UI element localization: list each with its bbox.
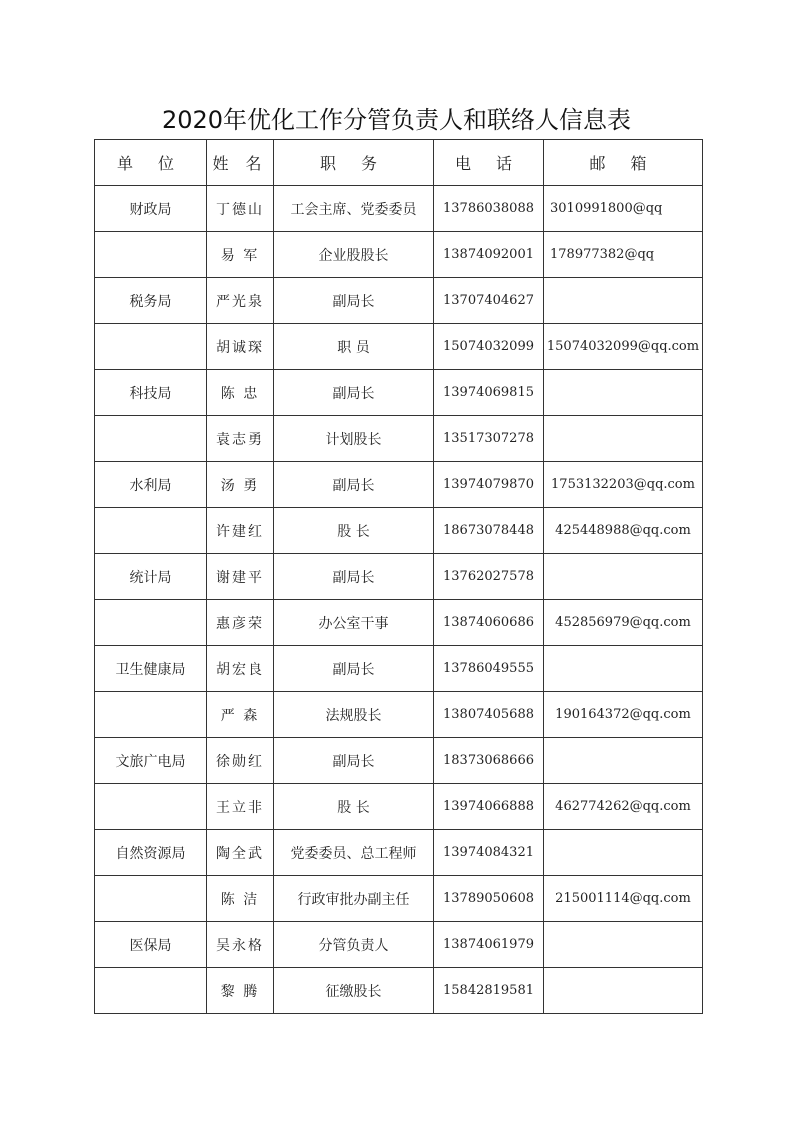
phone-cell: 13786038088 [434, 186, 544, 232]
phone-cell: 13974079870 [434, 462, 544, 508]
phone-cell: 18673078448 [434, 508, 544, 554]
header-name: 姓 名 [207, 140, 274, 186]
header-position: 职 务 [274, 140, 434, 186]
email-cell [544, 646, 703, 692]
name-cell: 陶全武 [207, 830, 274, 876]
email-cell: 178977382@qq [544, 232, 703, 278]
unit-cell: 卫生健康局 [95, 646, 207, 692]
table-row [95, 646, 703, 692]
table-row [95, 600, 703, 646]
phone-cell: 13974069815 [434, 370, 544, 416]
phone-cell: 13517307278 [434, 416, 544, 462]
table-row [95, 462, 703, 508]
header-unit: 单 位 [95, 140, 207, 186]
table-row [95, 738, 703, 784]
table-row [95, 186, 703, 232]
unit-cell [95, 692, 207, 738]
contact-table [94, 139, 703, 1014]
email-cell: 15074032099@qq.com [544, 324, 703, 370]
phone-cell: 13807405688 [434, 692, 544, 738]
position-cell: 征缴股长 [274, 968, 434, 1014]
table-row [95, 784, 703, 830]
phone-cell: 13974084321 [434, 830, 544, 876]
phone-cell: 13874061979 [434, 922, 544, 968]
email-cell [544, 922, 703, 968]
phone-cell: 13974066888 [434, 784, 544, 830]
name-cell: 吴永格 [207, 922, 274, 968]
table-row [95, 232, 703, 278]
email-cell [544, 968, 703, 1014]
unit-cell [95, 508, 207, 554]
phone-cell: 13874092001 [434, 232, 544, 278]
position-cell: 副局长 [274, 370, 434, 416]
position-cell: 副局长 [274, 738, 434, 784]
position-cell: 副局长 [274, 646, 434, 692]
email-cell [544, 370, 703, 416]
unit-cell [95, 416, 207, 462]
phone-cell: 15074032099 [434, 324, 544, 370]
header-row [95, 140, 703, 186]
table-row [95, 876, 703, 922]
unit-cell: 财政局 [95, 186, 207, 232]
table-row [95, 324, 703, 370]
name-cell: 丁德山 [207, 186, 274, 232]
phone-cell: 13762027578 [434, 554, 544, 600]
table-row [95, 508, 703, 554]
email-cell: 425448988@qq.com [544, 508, 703, 554]
name-cell: 严 森 [207, 692, 274, 738]
position-cell: 计划股长 [274, 416, 434, 462]
position-cell: 股 长 [274, 508, 434, 554]
phone-cell: 13786049555 [434, 646, 544, 692]
header-email: 邮 箱 [544, 140, 703, 186]
phone-cell: 13707404627 [434, 278, 544, 324]
table-row [95, 968, 703, 1014]
name-cell: 严光泉 [207, 278, 274, 324]
table-row [95, 278, 703, 324]
document-title: 2020年优化工作分管负责人和联络人信息表 [161, 106, 632, 134]
name-cell: 谢建平 [207, 554, 274, 600]
name-cell: 胡宏良 [207, 646, 274, 692]
phone-cell: 13789050608 [434, 876, 544, 922]
name-cell: 陈 洁 [207, 876, 274, 922]
position-cell: 副局长 [274, 554, 434, 600]
unit-cell: 医保局 [95, 922, 207, 968]
unit-cell [95, 232, 207, 278]
position-cell: 副局长 [274, 462, 434, 508]
email-cell [544, 738, 703, 784]
position-cell: 工会主席、党委委员 [274, 186, 434, 232]
unit-cell: 科技局 [95, 370, 207, 416]
unit-cell [95, 968, 207, 1014]
email-cell [544, 416, 703, 462]
position-cell: 职 员 [274, 324, 434, 370]
unit-cell [95, 324, 207, 370]
table-row [95, 554, 703, 600]
email-cell [544, 554, 703, 600]
name-cell: 胡诚琛 [207, 324, 274, 370]
unit-cell [95, 876, 207, 922]
position-cell: 办公室干事 [274, 600, 434, 646]
phone-cell: 15842819581 [434, 968, 544, 1014]
email-cell: 452856979@qq.com [544, 600, 703, 646]
phone-cell: 18373068666 [434, 738, 544, 784]
phone-cell: 13874060686 [434, 600, 544, 646]
position-cell: 股 长 [274, 784, 434, 830]
table-row [95, 416, 703, 462]
unit-cell: 统计局 [95, 554, 207, 600]
email-cell: 1753132203@qq.com [544, 462, 703, 508]
unit-cell: 税务局 [95, 278, 207, 324]
table-row [95, 370, 703, 416]
position-cell: 分管负责人 [274, 922, 434, 968]
header-phone: 电 话 [434, 140, 544, 186]
name-cell: 黎 腾 [207, 968, 274, 1014]
name-cell: 袁志勇 [207, 416, 274, 462]
name-cell: 徐勋红 [207, 738, 274, 784]
email-cell [544, 830, 703, 876]
unit-cell: 水利局 [95, 462, 207, 508]
name-cell: 惠彦荣 [207, 600, 274, 646]
table-row [95, 692, 703, 738]
table-body [95, 186, 703, 1014]
unit-cell [95, 600, 207, 646]
name-cell: 汤 勇 [207, 462, 274, 508]
email-cell: 3010991800@qq [544, 186, 703, 232]
unit-cell: 自然资源局 [95, 830, 207, 876]
unit-cell: 文旅广电局 [95, 738, 207, 784]
email-cell: 462774262@qq.com [544, 784, 703, 830]
name-cell: 易 军 [207, 232, 274, 278]
position-cell: 副局长 [274, 278, 434, 324]
email-cell [544, 278, 703, 324]
table-row [95, 922, 703, 968]
email-cell: 190164372@qq.com [544, 692, 703, 738]
position-cell: 行政审批办副主任 [274, 876, 434, 922]
name-cell: 许建红 [207, 508, 274, 554]
name-cell: 陈 忠 [207, 370, 274, 416]
position-cell: 党委委员、总工程师 [274, 830, 434, 876]
name-cell: 王立非 [207, 784, 274, 830]
position-cell: 企业股股长 [274, 232, 434, 278]
table-row [95, 830, 703, 876]
unit-cell [95, 784, 207, 830]
position-cell: 法规股长 [274, 692, 434, 738]
email-cell: 215001114@qq.com [544, 876, 703, 922]
